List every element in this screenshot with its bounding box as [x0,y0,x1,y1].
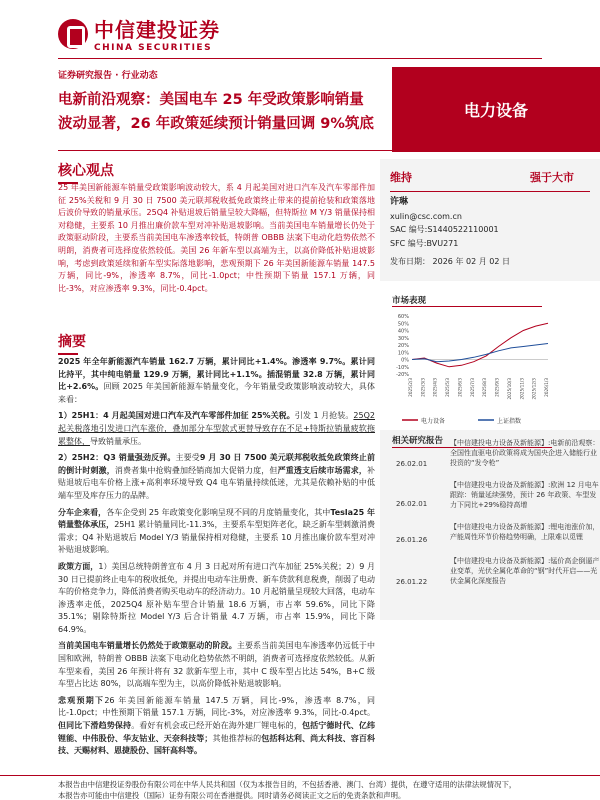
y-tick-label: 20% [397,343,409,349]
summary-bold: 包括宁德时代、亿纬锂能、中伟股份、华友钴业、天奈科技等； [58,721,376,743]
summary-body [58,356,375,762]
header-divider [58,58,542,59]
summary-text: 导致销量承压。 [90,436,146,446]
analyst-sac: SAC 编号:S1440522110001 [390,225,499,234]
rating-value: 强于大市 [530,171,574,184]
related-title[interactable]: 【中信建投电力设备及新能源】:电新前沿观察：全国性直驱电价政策将成为国央企进入储能行业投资的“发令枪” [450,439,600,467]
x-tick-label: 2025/6/3 [457,378,463,397]
sector-badge: 电力设备 [392,67,600,152]
summary-bold: 当前美国电车销量增长仍然处于政策驱动的阶段。 [58,641,237,651]
y-tick-label: -20% [396,372,409,378]
summary-text: 各车企受到 25 年政策变化影响呈现不同的月度销量变化，其中 [106,507,331,517]
x-tick-label: 2025/2/3 [408,378,413,397]
related-reports-panel [380,430,600,620]
summary-bold: 2）25H2：Q3 销量强劲反弹。 [58,453,176,463]
analyst-email[interactable]: xulin@csc.com.cn [390,211,462,221]
related-title[interactable]: 【中信建投电力设备及新能源】:锂电池涨价加，产能周性环节价格趋势明确，上限难以觅锂 [450,523,600,541]
summary-paragraph [58,410,375,448]
legend-label-index: 上证指数 [497,418,522,425]
summary-text: 补贴退坡后电车价格上涨+高利率环境导致 Q4 电车销量持续低迷，尤其是依赖补贴的中低端车型及库存压力的品牌。 [58,465,376,500]
related-item[interactable] [392,480,600,510]
summary-bold: 1）25H1：4 月起美国对进口汽车及汽车零部件加征 25%关税。 [58,411,295,421]
x-tick-label: 2026/1/3 [544,378,549,397]
related-title[interactable]: 【中信建投电力设备及新能源】:锰价高企倒逼产业变革，光伏全属化革命的“钢”时代开启——光伏金属化深度报告 [450,557,600,585]
summary-underline: 25Q2 起关税落地引发进口汽车涨价，叠加部分车型款式更替导致存在不足+特斯拉销量疲软拖累整体， [58,411,375,446]
summary-text: 回顾 2025 年美国新能源车销量变化，今年销量受政策影响波动较大，具体来看： [58,382,375,404]
report-type: 证券研究报告 · 行业动态 [58,71,158,81]
y-tick-label: 10% [397,350,409,357]
logo-text-en: CHINA SECURITIES [94,43,213,53]
summary-paragraph [58,561,375,637]
related-heading: 相关研究报告 [392,436,444,446]
summary-bold: Tesla25 年销量整体承压， [58,507,375,530]
logo-text-cn: 中信建投证券 [94,18,220,42]
y-tick-label: 60% [397,314,409,320]
footer-divider [0,775,600,776]
rating-action: 维持 [390,171,412,184]
y-tick-label: 0% [401,357,409,364]
analyst-info [390,196,590,269]
summary-text: 主要系当前美国电车渗透率仍远低于中国和欧洲，特朗普 OBBB 法案下电动化趋势依然不明朗，消费者可选择度依然较低。从新车型来看，美国 26 年预计将有 32 款新车型上市，其中 C 级车型占比达 54%，B+C 级车型占比达 80%，以高端车型为主，以高价降低补贴退坡影响。 [58,641,376,689]
legend-label-power: 电力设备 [421,418,446,425]
x-tick-label: 2025/5/3 [445,378,451,397]
market-heading: 市场表现 [392,296,427,306]
market-divider [392,306,542,307]
company-logo [58,14,220,53]
summary-text: 其他推荐标的 [212,733,262,743]
summary-paragraph [58,507,375,557]
analyst-sfc: SFC 编号:BVU271 [390,238,459,248]
summary-bold: 包括科达利、尚太科技、容百科技、天赐材料、恩捷股份、国轩高科等。 [58,733,376,756]
core-view-text: 25 年美国新能源车销量受政策影响波动较大，系 4 月起美国对进口汽车及汽车零部件加征 25%关税和 9 月 30 日 7500 美元联邦税收抵免政策终止带来的提前抢装和政策落地后波价导致的销量承压。25Q4 补贴退坡后销量呈较大降幅，但特斯拉 M Y/3 销量保持相对稳健，主要系 10 月推出廉价款车型对冲补贴退坡影响。当前美国电车销量增长仍处于政策驱动阶段，主要系当前美国电车渗透率较低，特朗普 OBBB 法案下电动化趋势依然不明朗，消费者可选择度依然较低。美国 26 年新车型以高端为主，以高价降低补贴退坡影响，考虑到政策延续和新车型实际落地影响，悲观预期下 26 年美国新能源车销量 147.5 万辆，同比-9%，渗透率 8.7%，同比-1.0pct；中性预期下销量 157.1 万辆，同比-3%，对应渗透率 9.3%，同比-0.4pct。 [58,183,375,293]
footer-disclaimer [58,779,598,800]
x-tick-label: 2025/12/3 [531,378,537,400]
x-tick-label: 2025/11/3 [519,378,525,400]
summary-text: 主要受 [175,453,200,463]
related-title[interactable]: 【中信建投电力设备及新能源】:欧洲 12 月电车跟踪：销量延续强势，预计 26 年政策、车型发力下同比+29%稳持高增 [450,481,599,509]
market-chart [388,310,553,430]
summary-text: 26 年美国新能源车销量 147.5 万辆，同比-9%，渗透率 8.7%，同比-1.0pct；中性预期下销量 157.1 万辆，同比-3%，对应渗透率 9.3%，同比-0.4pct。 [58,695,376,718]
related-item[interactable] [392,556,600,586]
summary-text: 25H1 累计销量同比-11.3%，主要系车型矩阵老化，缺乏新车型刺激消费需求；Q4 补贴退坡后 Model Y/3 销量保持相对稳健，主要系 10 月推出廉价款车型对冲补贴退坡影响。 [58,520,375,555]
summary-bold: 2025 年全年新能源汽车销量 162.7 万辆，累计同比+1.4%。渗透率 9.7%。累计同比持平，其中纯电销量 129.9 万辆，累计同比+1.1%。插混销量 32.8 万辆，累计同比+2.6%。 [58,357,375,392]
summary-text: 引发 1 月抢装。 [294,411,354,421]
summary-bold: 政策方面， [58,561,99,571]
y-tick-label: 50% [397,321,409,328]
x-tick-label: 2025/4/3 [432,378,438,397]
x-tick-label: 2025/7/3 [469,378,475,397]
rating-panel [380,159,600,281]
related-date: 26.01.26 [396,536,428,544]
related-item[interactable] [392,438,600,468]
x-tick-label: 2025/10/3 [506,378,512,400]
x-tick-label: 2025/8/3 [482,378,488,397]
report-title: 电新前沿观察：美国电车 25 年受政策影响销量波动显著，26 年政策延续预计销量回调 9%筑底 [58,92,374,132]
summary-text: 。看好有机会或已经开始在海外建厂锂电标的， [131,721,302,731]
footer-line: 本报告亦可能由中信建投（国际）证券有限公司在香港提供。同时请务必阅读正文之后的免责条款和声明。 [58,791,406,800]
publish-date: 发布日期： 2026 年 02 月 02 日 [390,257,510,266]
related-date: 26.02.01 [396,500,428,508]
summary-paragraph [58,452,375,502]
rating-row [390,169,590,192]
related-date: 26.02.01 [396,460,428,468]
summary-paragraph [58,695,375,758]
analyst-name: 许琳 [390,197,409,207]
x-tick-label: 2025/9/3 [494,378,500,397]
y-tick-label: -10% [396,364,409,371]
x-tick-label: 2025/3/3 [420,378,426,397]
related-item[interactable] [392,522,600,544]
logo-mark [58,19,88,49]
core-view-heading: 核心观点 [58,160,114,184]
y-tick-label: 40% [397,328,409,335]
y-tick-label: 30% [397,335,409,342]
chart-legend [402,417,521,425]
summary-bold: 但同比下滑趋势保持 [58,721,132,731]
related-date: 26.01.22 [396,578,428,586]
summary-bold: 严重透支后续市场需求， [277,465,368,475]
footer-line: 本报告由中信建投证券股份有限公司在中华人民共和国（仅为本报告目的，不包括香港、澳门、台湾）提供，在遵守适用的法律法规情况下， [58,780,517,789]
summary-text: 1）美国总统特朗普宣布 4 月 3 日起对所有进口汽车加征 25%关税；2）9 月 30 日已提前终止电车的税收抵免，并提出电动车注册费、新车贷款利息税费，削弱了电动车的价格竞争力，降低消费者购买电动车的经济动力。10 月起销量呈现较大回落，电动车渗透率走低，2025Q4 原补贴车型合计销量 18.6 万辆，市占率 59.6%，同比下降 35.1%；剔除特斯拉 Model Y/3 后合计销量 4.7 万辆，市占率 15.9%，同比下降 64.9%。 [58,561,375,634]
summary-paragraph [58,356,375,406]
summary-bold: 悲观预期下 [58,695,105,705]
summary-bold: 分车企来看， [58,507,107,517]
summary-paragraph [58,640,375,690]
summary-bold: 9 月 30 日 7500 美元联邦税收抵免政策终止前的倒计时刺激， [58,453,376,475]
summary-text: 消费者集中抢购叠加经销商加大促销力度，但 [114,465,278,475]
summary-heading: 摘要 [58,331,86,355]
title-divider [58,150,542,151]
